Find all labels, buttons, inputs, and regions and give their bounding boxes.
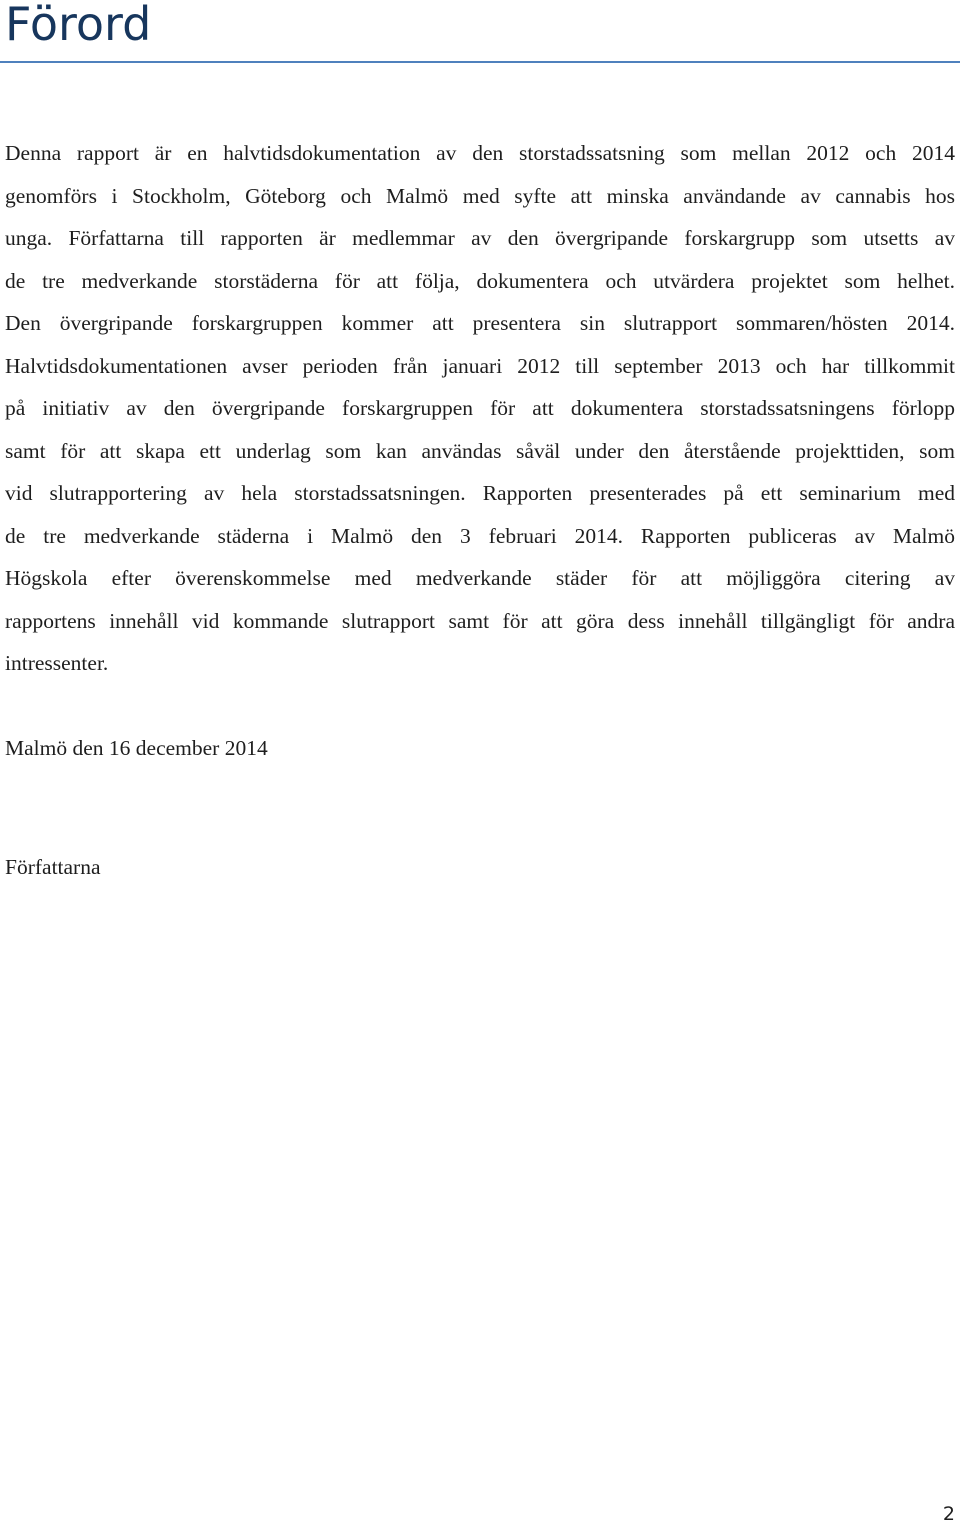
paragraph-line: Den övergripande forskargruppen kommer att presentera sin slutrapport sommaren/hösten 2014. bbox=[5, 311, 955, 335]
paragraph-line: Denna rapport är en halvtidsdokumentation av den storstadssatsning som mellan 2012 och 2014 bbox=[5, 141, 955, 165]
paragraph-line: de tre medverkande storstäderna för att följa, dokumentera och utvärdera projektet som helhet. bbox=[5, 268, 955, 293]
heading-underline bbox=[0, 61, 960, 63]
paragraph-line: rapportens innehåll vid kommande slutrapport samt för att göra dess innehåll tillgängligt för andra bbox=[5, 608, 955, 633]
page-title: Förord bbox=[5, 0, 152, 51]
paragraph-line: Högskola efter överenskommelse med medverkande städer för att möjliggöra citering av bbox=[5, 566, 955, 590]
page-number: 2 bbox=[942, 1503, 955, 1525]
paragraph-line: samt för att skapa ett underlag som kan användas såväl under den återstående projekttiden, som bbox=[5, 438, 955, 463]
preface-paragraph bbox=[5, 132, 955, 685]
paragraph-line: genomförs i Stockholm, Göteborg och Malmö med syfte att minska användande av cannabis hos bbox=[5, 183, 955, 208]
paragraph-line: unga. Författarna till rapporten är medlemmar av den övergripande forskargrupp som utsetts av bbox=[5, 226, 955, 250]
paragraph-line: på initiativ av den övergripande forskargruppen för att dokumentera storstadssatsningens förlopp bbox=[5, 396, 955, 420]
place-and-date: Malmö den 16 december 2014 bbox=[5, 736, 268, 760]
paragraph-line: vid slutrapportering av hela storstadssatsningen. Rapporten presenterades på ett seminarium med bbox=[5, 481, 955, 505]
paragraph-line: intressenter. bbox=[5, 651, 109, 675]
signature: Författarna bbox=[5, 855, 101, 879]
paragraph-line: Halvtidsdokumentationen avser perioden från januari 2012 till september 2013 och har tillkommit bbox=[5, 353, 955, 378]
paragraph-line: de tre medverkande städerna i Malmö den 3 februari 2014. Rapporten publiceras av Malmö bbox=[5, 523, 955, 548]
